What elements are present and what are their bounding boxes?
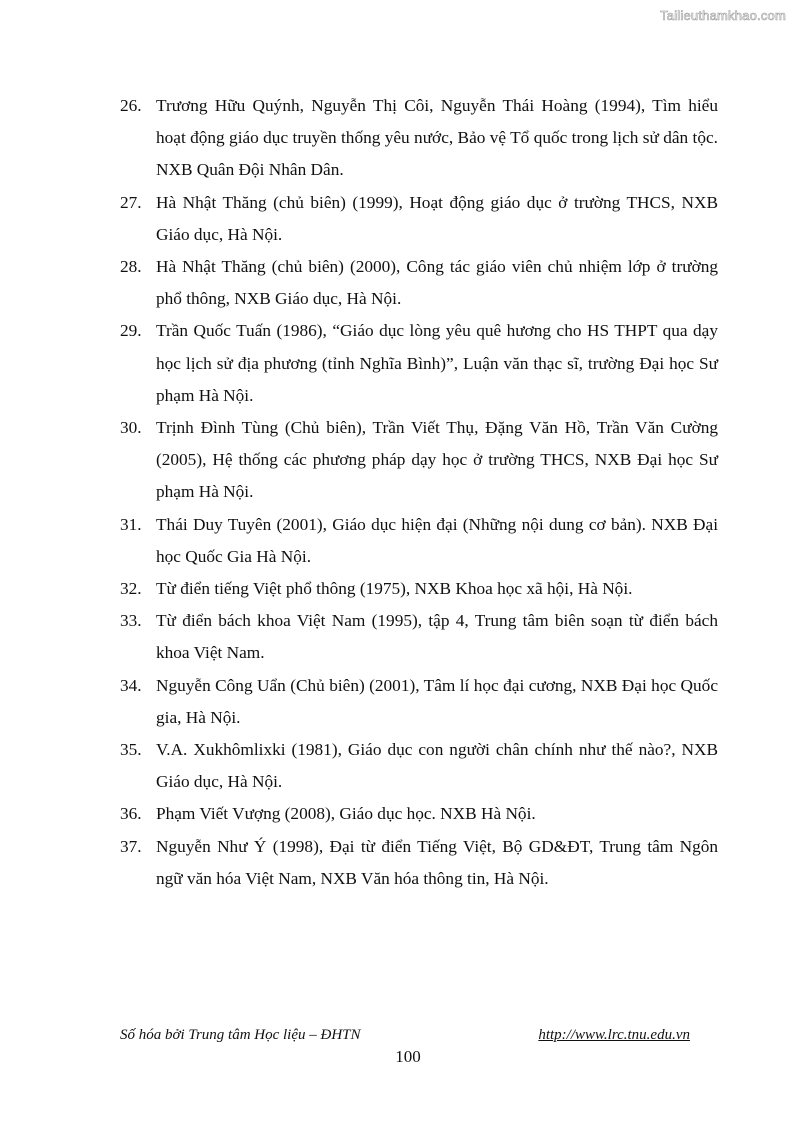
reference-text: Hà Nhật Thăng (chủ biên) (2000), Công tác giáo viên chủ nhiệm lớp ở trường phổ thông, NXB Giáo dục, Hà Nội. [156,257,718,309]
reference-number: 34. [120,675,142,695]
reference-number: 26. [120,96,142,115]
reference-item-33 [120,605,718,669]
reference-text: Nguyễn Như Ý (1998), Đại từ điển Tiếng Việt, Bộ GD&ĐT, Trung tâm Ngôn ngữ văn hóa Việt Nam, NXB Văn hóa thông tin, Hà Nội. [156,836,718,888]
reference-item-35 [120,734,718,798]
reference-item-27 [120,187,718,251]
reference-number: 37. [120,836,142,856]
reference-number: 31. [120,514,142,534]
reference-number: 35. [120,740,142,760]
reference-text: Trần Quốc Tuấn (1986), “Giáo dục lòng yêu quê hương cho HS THPT qua dạy học lịch sử địa phương (tỉnh Nghĩa Bình)”, Luận văn thạc sĩ, trường Đại học Sư phạm Hà Nội. [156,321,718,405]
reference-text: Từ điển bách khoa Việt Nam (1995), tập 4, Trung tâm biên soạn từ điển bách khoa Việt Nam. [156,611,718,663]
watermark-text: Tailieuthamkhao.com [660,8,786,23]
reference-text: Thái Duy Tuyên (2001), Giáo dục hiện đại (Những nội dung cơ bản). NXB Đại học Quốc Gia Hà Nội. [156,514,718,566]
footer-digitized-by: Số hóa bởi Trung tâm Học liệu – ĐHTN [120,1027,361,1043]
reference-text: Nguyễn Công Uẩn (Chủ biên) (2001), Tâm lí học đại cương, NXB Đại học Quốc gia, Hà Nội. [156,675,718,727]
reference-text: Phạm Viết Vượng (2008), Giáo dục học. NXB Hà Nội. [156,804,536,824]
reference-text: Trịnh Đình Tùng (Chủ biên), Trần Viết Thụ, Đặng Văn Hồ, Trần Văn Cường (2005), Hệ thống các phương pháp dạy học ở trường THCS, NXB Đại học Sư phạm Hà Nội. [156,418,718,502]
reference-item-31 [120,509,718,573]
reference-item-30 [120,412,718,509]
reference-number: 30. [120,418,142,438]
reference-number: 28. [120,257,142,277]
reference-number: 36. [120,804,142,824]
reference-list [120,90,718,895]
reference-item-26 [120,90,718,187]
reference-item-28 [120,251,718,315]
reference-item-32 [120,573,718,605]
reference-text: Trương Hữu Quýnh, Nguyễn Thị Côi, Nguyễn Thái Hoàng (1994), Tìm hiểu hoạt động giáo dục truyền thống yêu nước, Bảo vệ Tổ quốc trong lịch sử dân tộc. NXB Quân Đội Nhân Dân. [156,96,718,180]
page-number: 100 [395,1047,421,1066]
reference-item-36 [120,798,718,830]
reference-item-29 [120,315,718,412]
reference-text: V.A. Xukhômlixki (1981), Giáo dục con người chân chính như thế nào?, NXB Giáo dục, Hà Nội. [156,740,718,792]
footer-website-link[interactable]: http://www.lrc.tnu.edu.vn [538,1027,690,1043]
reference-text: Từ điển tiếng Việt phổ thông (1975), NXB Khoa học xã hội, Hà Nội. [156,579,633,599]
reference-number: 33. [120,611,142,631]
reference-number: 29. [120,321,142,341]
reference-number: 27. [120,192,142,212]
reference-text: Hà Nhật Thăng (chủ biên) (1999), Hoạt động giáo dục ở trường THCS, NXB Giáo dục, Hà Nội. [156,192,718,244]
reference-number: 32. [120,579,142,599]
reference-item-34 [120,670,718,734]
reference-item-37 [120,831,718,895]
